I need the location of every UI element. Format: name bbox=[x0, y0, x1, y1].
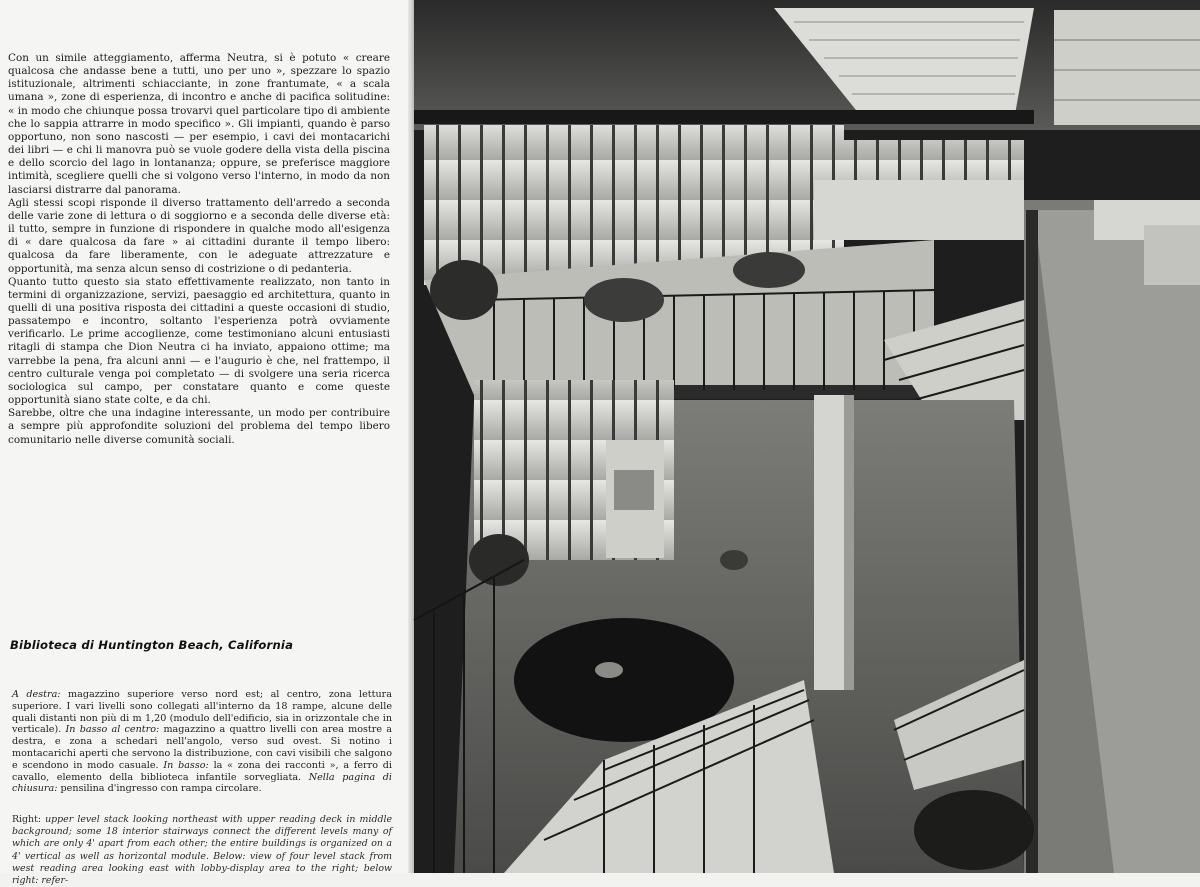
planter bbox=[914, 790, 1034, 870]
reading-desk bbox=[1144, 225, 1200, 285]
caption-text: la « zona dei racconti », a ferro di cavallo, elemento della biblioteca infantile sorvegliata. bbox=[12, 759, 392, 783]
caption-lead: Nella pagina di chiusura: bbox=[12, 771, 392, 795]
caption-text: pensilina d'ingresso con rampa circolare. bbox=[57, 783, 262, 795]
mezzanine-railing bbox=[1026, 210, 1038, 873]
article-body bbox=[8, 52, 390, 447]
article-paragraph: Sarebbe, oltre che una indagine interessante, un modo per contribuire a sempre più approfondite soluzioni del problema del tempo libero comunitario nelle diverse comunità sociali. bbox=[8, 407, 390, 446]
planter bbox=[733, 252, 805, 288]
caption-text: magazzino a quattro livelli con area mostre a destra, e zona a schedari nell'angolo, verso sud ovest. Si notino i montacarichi aperti che servono la distribuzione, con cavi visibili che salgono e scendono in modo casuale. bbox=[12, 724, 392, 771]
section-heading: Biblioteca di Huntington Beach, California bbox=[10, 638, 294, 652]
library-interior-photo bbox=[414, 0, 1200, 873]
planter bbox=[720, 550, 748, 570]
article-paragraph: Agli stessi scopi risponde il diverso trattamento dell'arredo a seconda delle varie zone di lettura o di soggiorno e a seconda delle diverse età: il tutto, sempre in funzione di rispondere in qualche modo all'esigenza di « dare qualcosa da fare » ai cittadini durante il tempo libero: qualcosa da fare liberamente, con le adeguate attrezzature e opportunità, ma senza alcun senso di costrizione o di pedanteria. bbox=[8, 196, 390, 275]
back-wall bbox=[814, 180, 1024, 240]
caption-lead: A destra: bbox=[12, 689, 61, 700]
planter bbox=[430, 260, 498, 320]
fountain-spray bbox=[595, 662, 623, 678]
caption-text: upper level stack looking northeast with upper reading deck in middle background; some 18 interior stairways connect the different levels many of which are only 4' apart from each other; the entire buildings is organized on a 4' vertical as well as horizontal module. Below: view of four level stack from west reading area looking east with lobby-display area to the right; below right: refer- bbox=[12, 814, 392, 887]
column-shadow bbox=[844, 395, 854, 690]
caption-italian bbox=[12, 689, 392, 795]
photo-illustration bbox=[414, 0, 1200, 873]
ceiling-right-panel bbox=[1054, 10, 1200, 125]
caption-text: magazzino superiore verso nord est; al centro, zona lettura superiore. I vari livelli sono collegati all'interno da 18 rampe, alcune delle quali distanti non più di m 1,20 (modulo dell'edificio, sia in orizzontale che in verticale). bbox=[12, 689, 392, 736]
planter bbox=[584, 278, 664, 322]
caption-lead: In basso al centro: bbox=[65, 724, 160, 736]
article-paragraph: Quanto tutto questo sia stato effettivamente realizzato, non tanto in termini di organizzazione, servizi, paesaggio ed architettura, quanto in quelli di una positiva risposta dei cittadini a queste occasioni di studio, passatempo e incontro, soltanto l'esperienza potrà ovviamente verificarlo. Le prime accoglienze, come testimoniano alcuni entusiasti ritagli di stampa che Dion Neutra ci ha inviato, appaiono ottime; ma varrebbe la pena, fra alcuni anni — e l'augurio è che, nel frattempo, il centro culturale venga poi completato — di svolgere una seria ricerca sociologica sul campo, per constatare quanto e come queste opportunità siano state colte, e da chi. bbox=[8, 275, 390, 407]
planter bbox=[469, 534, 529, 586]
ceiling-beam bbox=[414, 110, 1034, 124]
display-panel bbox=[614, 470, 654, 510]
caption-english bbox=[12, 814, 392, 887]
caption-lead: In basso: bbox=[163, 759, 209, 771]
text-column bbox=[0, 0, 412, 887]
caption-paragraph bbox=[12, 689, 392, 795]
caption-lead: Right: bbox=[12, 814, 42, 825]
caption-paragraph bbox=[12, 814, 392, 887]
article-paragraph: Con un simile atteggiamento, afferma Neutra, si è potuto « creare qualcosa che andasse bene a tutti, uno per uno », spezzare lo spazio istituzionale, altrimenti schiacciante, in zone frantumate, « a scala umana », zone di esperienza, di incontro e anche di pacifica solitudine: « in modo che chiunque possa trovarvi quel particolare tipo di ambiente che lo sappia attrarre in modo specifico ». Gli impianti, quando è parso opportuno, non sono nascosti — per esempio, i cavi dei montacarichi dei libri — e chi li manovra può se vuole godere della vista della piscina e dello scorcio del lago in lontananza; oppure, se preferisce maggiore intimità, scegliere quelli che si volgono verso l'interno, in modo da non lasciarsi distrarre dal panorama. bbox=[8, 52, 390, 196]
